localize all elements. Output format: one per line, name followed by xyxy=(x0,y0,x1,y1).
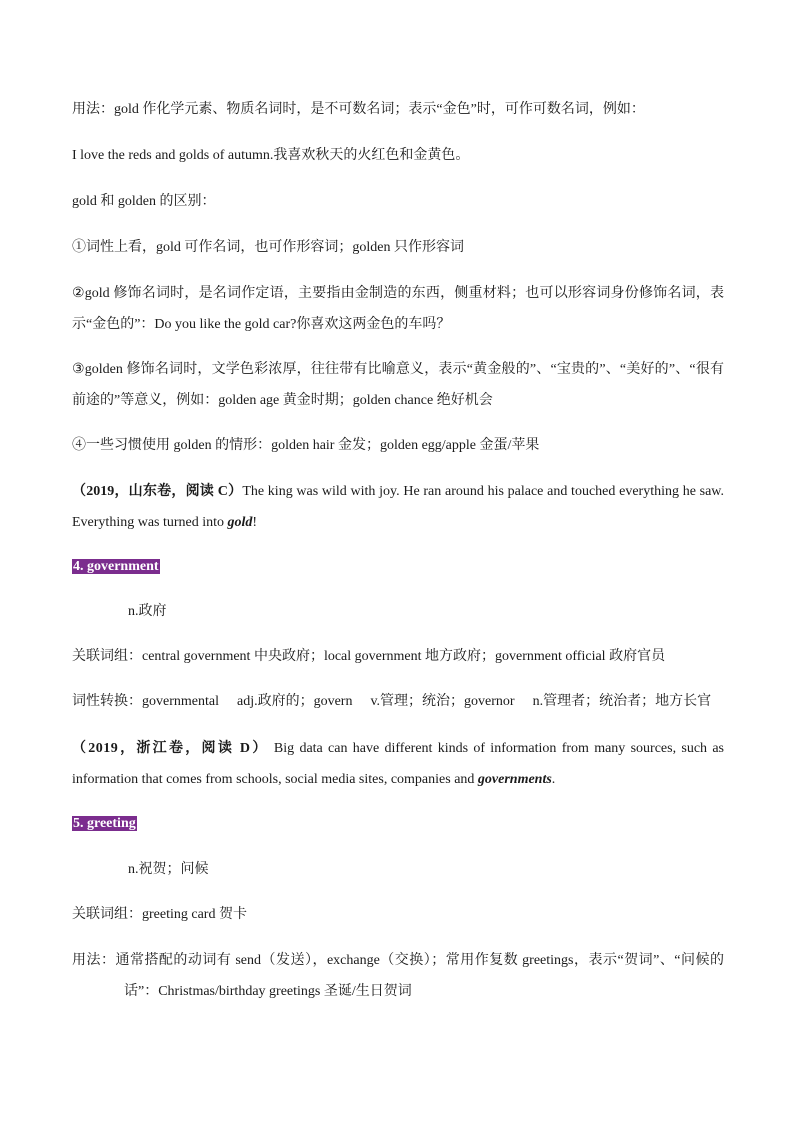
quote-keyword: gold xyxy=(227,515,253,530)
section-label: 5. greeting xyxy=(73,816,136,831)
conversion-item: governmental xyxy=(142,694,219,709)
conversion-item: v.管理；统治；governor xyxy=(370,694,515,709)
greeting-part-of-speech: n.祝贺；问候 xyxy=(128,862,209,877)
quote-text-end: ! xyxy=(252,515,258,530)
conversion-item: n.管理者；统治者；地方长官 xyxy=(532,694,712,709)
conversion-item: adj.政府的；govern xyxy=(236,694,353,709)
quote-source: （2019，浙江卷，阅读 D） xyxy=(72,741,269,756)
conversion-prefix: 词性转换： xyxy=(72,694,142,709)
section-heading-greeting xyxy=(72,814,724,834)
gold-golden-difference-heading: gold 和 golden 的区别： xyxy=(72,194,216,209)
gold-exam-quote xyxy=(72,476,724,538)
gold-example-sentence: I love the reds and golds of autumn.我喜欢秋天的火红色和金黄色。 xyxy=(72,148,470,163)
greeting-usage: 用法：通常搭配的动词有 send（发送），exchange（交换）；常用作复数 greetings，表示“贺词”、“问候的话”：Christmas/birthday greetings 圣诞/生日贺词 xyxy=(72,953,724,999)
section-label: 4. government xyxy=(73,559,159,574)
gold-usage-text: 用法：gold 作化学元素、物质名词时，是不可数名词；表示“金色”时，可作可数名词，例如： xyxy=(72,102,645,117)
section-heading-government xyxy=(72,557,724,577)
government-word-conversion xyxy=(72,692,724,712)
quote-source: （2019，山东卷，阅读 C） xyxy=(72,484,243,499)
difference-point-1: ①词性上看，gold 可作名词，也可作形容词；golden 只作形容词 xyxy=(72,240,464,255)
quote-text-end: . xyxy=(551,772,556,787)
government-exam-quote xyxy=(72,733,724,795)
difference-point-2: ②gold 修饰名词时，是名词作定语，主要指由金制造的东西，侧重材料；也可以形容词身份修饰名词，表示“金色的”：Do you like the gold car?你喜欢这两金色的车吗？ xyxy=(72,286,724,332)
government-related-phrases: 关联词组：central government 中央政府；local government 地方政府；government official 政府官员 xyxy=(72,649,666,664)
quote-keyword: governments xyxy=(477,772,552,787)
quote-text: Big data can have different kinds of information from many sources, such as information that comes from schools, social media sites, companies and xyxy=(72,741,724,787)
difference-point-3: ③golden 修饰名词时，文学色彩浓厚，往往带有比喻意义，表示“黄金般的”、“宝贵的”、“美好的”、“很有前途的”等意义，例如：golden age 黄金时期；golden chance 绝好机会 xyxy=(72,362,724,408)
greeting-related-phrases: 关联词组：greeting card 贺卡 xyxy=(72,907,247,922)
quote-text: The king was wild with joy. He ran around his palace and touched everything he saw. Everything was turned into xyxy=(72,484,724,530)
difference-point-4: ④一些习惯使用 golden 的情形：golden hair 金发；golden egg/apple 金蛋/苹果 xyxy=(72,438,540,453)
government-part-of-speech: n.政府 xyxy=(128,604,167,619)
